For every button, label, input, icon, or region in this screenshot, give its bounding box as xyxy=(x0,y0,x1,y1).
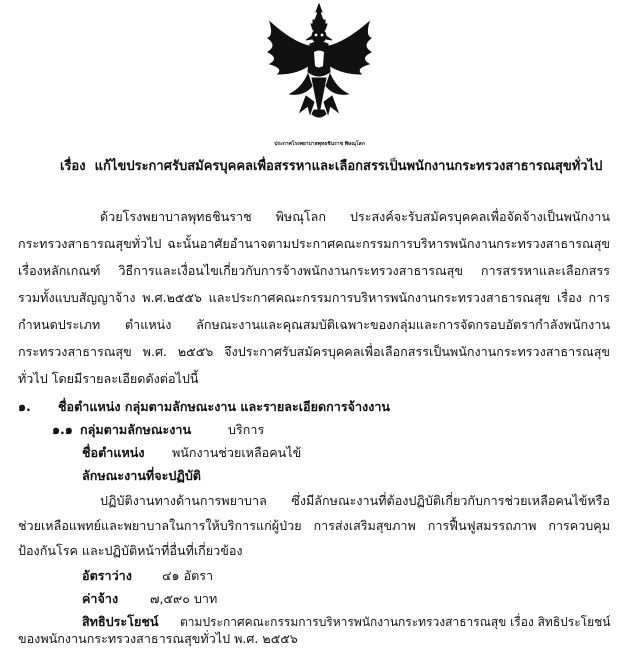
subject-label: เรื่อง xyxy=(60,159,86,174)
group-value: บริการ xyxy=(228,422,265,437)
wage-value: ๗,๕๙๐ บาท xyxy=(150,591,218,606)
subject-text: แก้ไขประกาศรับสมัครบุคคลเพื่อสรรหาและเลือกสรรเป็นพนักงานกระทรวงสาธารณสุขทั่วไป xyxy=(94,159,603,174)
vacancy-label: อัตราว่าง xyxy=(82,568,132,583)
benefit-line-2: ของพนักงานกระทรวงสาธารณสุขทั่วไป พ.ศ. ๒๕๕๖ xyxy=(18,631,298,646)
duty-line-2: ช่วยเหลือแพทย์และพยาบาลในการให้บริการแก่ผู้ป่วย การส่งเสริมสุขภาพ การฟื้นฟูสมรรถภาพ การควบคุม xyxy=(18,518,610,533)
section-1-number: ๑. xyxy=(18,399,31,414)
subsection-number: ๑.๑ xyxy=(52,422,73,437)
intro-line-1: ด้วยโรงพยาบาลพุทธชินราช พิษณุโลก ประสงค์จะรับสมัครบุคคลเพื่อจัดจ้างเป็นพนักงาน xyxy=(100,209,610,224)
subject-line xyxy=(60,158,602,176)
intro-line-6: กระทรวงสาธารณสุข พ.ศ. ๒๕๕๖ จึงประกาศรับสมัครบุคคลเพื่อเลือกสรรเป็นพนักงานกระทรวงสาธารณสุข xyxy=(18,344,610,359)
vacancy-value: ๔๑ อัตรา xyxy=(162,568,214,583)
garuda-emblem-icon xyxy=(262,2,377,122)
intro-line-2: กระทรวงสาธารณสุขทั่วไป ฉะนั้นอาศัยอำนาจตามประกาศคณะกรรมการบริหารพนักงานกระทรวงสาธารณสุข xyxy=(18,236,610,251)
benefit-line-1: ตามประกาศคณะกรรมการบริหารพนักงานกระทรวงสาธารณสุข เรื่อง สิทธิประโยชน์ xyxy=(180,615,611,629)
intro-line-3: เรื่องหลักเกณฑ์ วิธีการและเงื่อนไขเกี่ยวกับการจ้างพนักงานกระทรวงสาธารณสุข การสรรหาและเลือกสรร xyxy=(18,263,610,278)
group-label: กลุ่มตามลักษณะงาน xyxy=(80,422,192,437)
benefit-label: สิทธิประโยชน์ xyxy=(82,614,159,629)
duty-line-3: ป้องกันโรค และปฏิบัติหน้าที่อื่นที่เกี่ยวข้อง xyxy=(18,543,243,558)
section-1-heading: ชื่อตำแหน่ง กลุ่มตามลักษณะงาน และรายละเอียดการจ้างงาน xyxy=(58,399,391,414)
intro-line-4: รวมทั้งแบบสัญญาจ้าง พ.ศ.๒๕๕๖ และประกาศคณะกรรมการบริหารพนักงานกระทรวงสาธารณสุข เรื่อง การ xyxy=(18,290,610,305)
intro-line-5: กำหนดประเภท ตำแหน่ง ลักษณะงานและคุณสมบัติเฉพาะของกลุ่มและการจัดกรอบอัตรากำลังพนักงาน xyxy=(18,317,610,332)
header-separator: ------------------------------------------ xyxy=(312,184,327,185)
announcement-title: ประกาศโรงพยาบาลพุทธชินราช พิษณุโลก xyxy=(274,141,365,147)
duty-line-1: ปฏิบัติงานทางด้านการพยาบาล ซึ่งมีลักษณะงานที่ต้องปฏิบัติเกี่ยวกับการช่วยเหลือคนไข้หรือ xyxy=(100,493,610,508)
duty-label: ลักษณะงานที่จะปฏิบัติ xyxy=(82,468,201,483)
wage-label: ค่าจ้าง xyxy=(82,591,119,606)
position-label: ชื่อตำแหน่ง xyxy=(82,445,145,460)
position-value: พนักงานช่วยเหลือคนไข้ xyxy=(172,445,302,460)
intro-line-7: ทั่วไป โดยมีรายละเอียดดังต่อไปนี้ xyxy=(18,371,199,386)
